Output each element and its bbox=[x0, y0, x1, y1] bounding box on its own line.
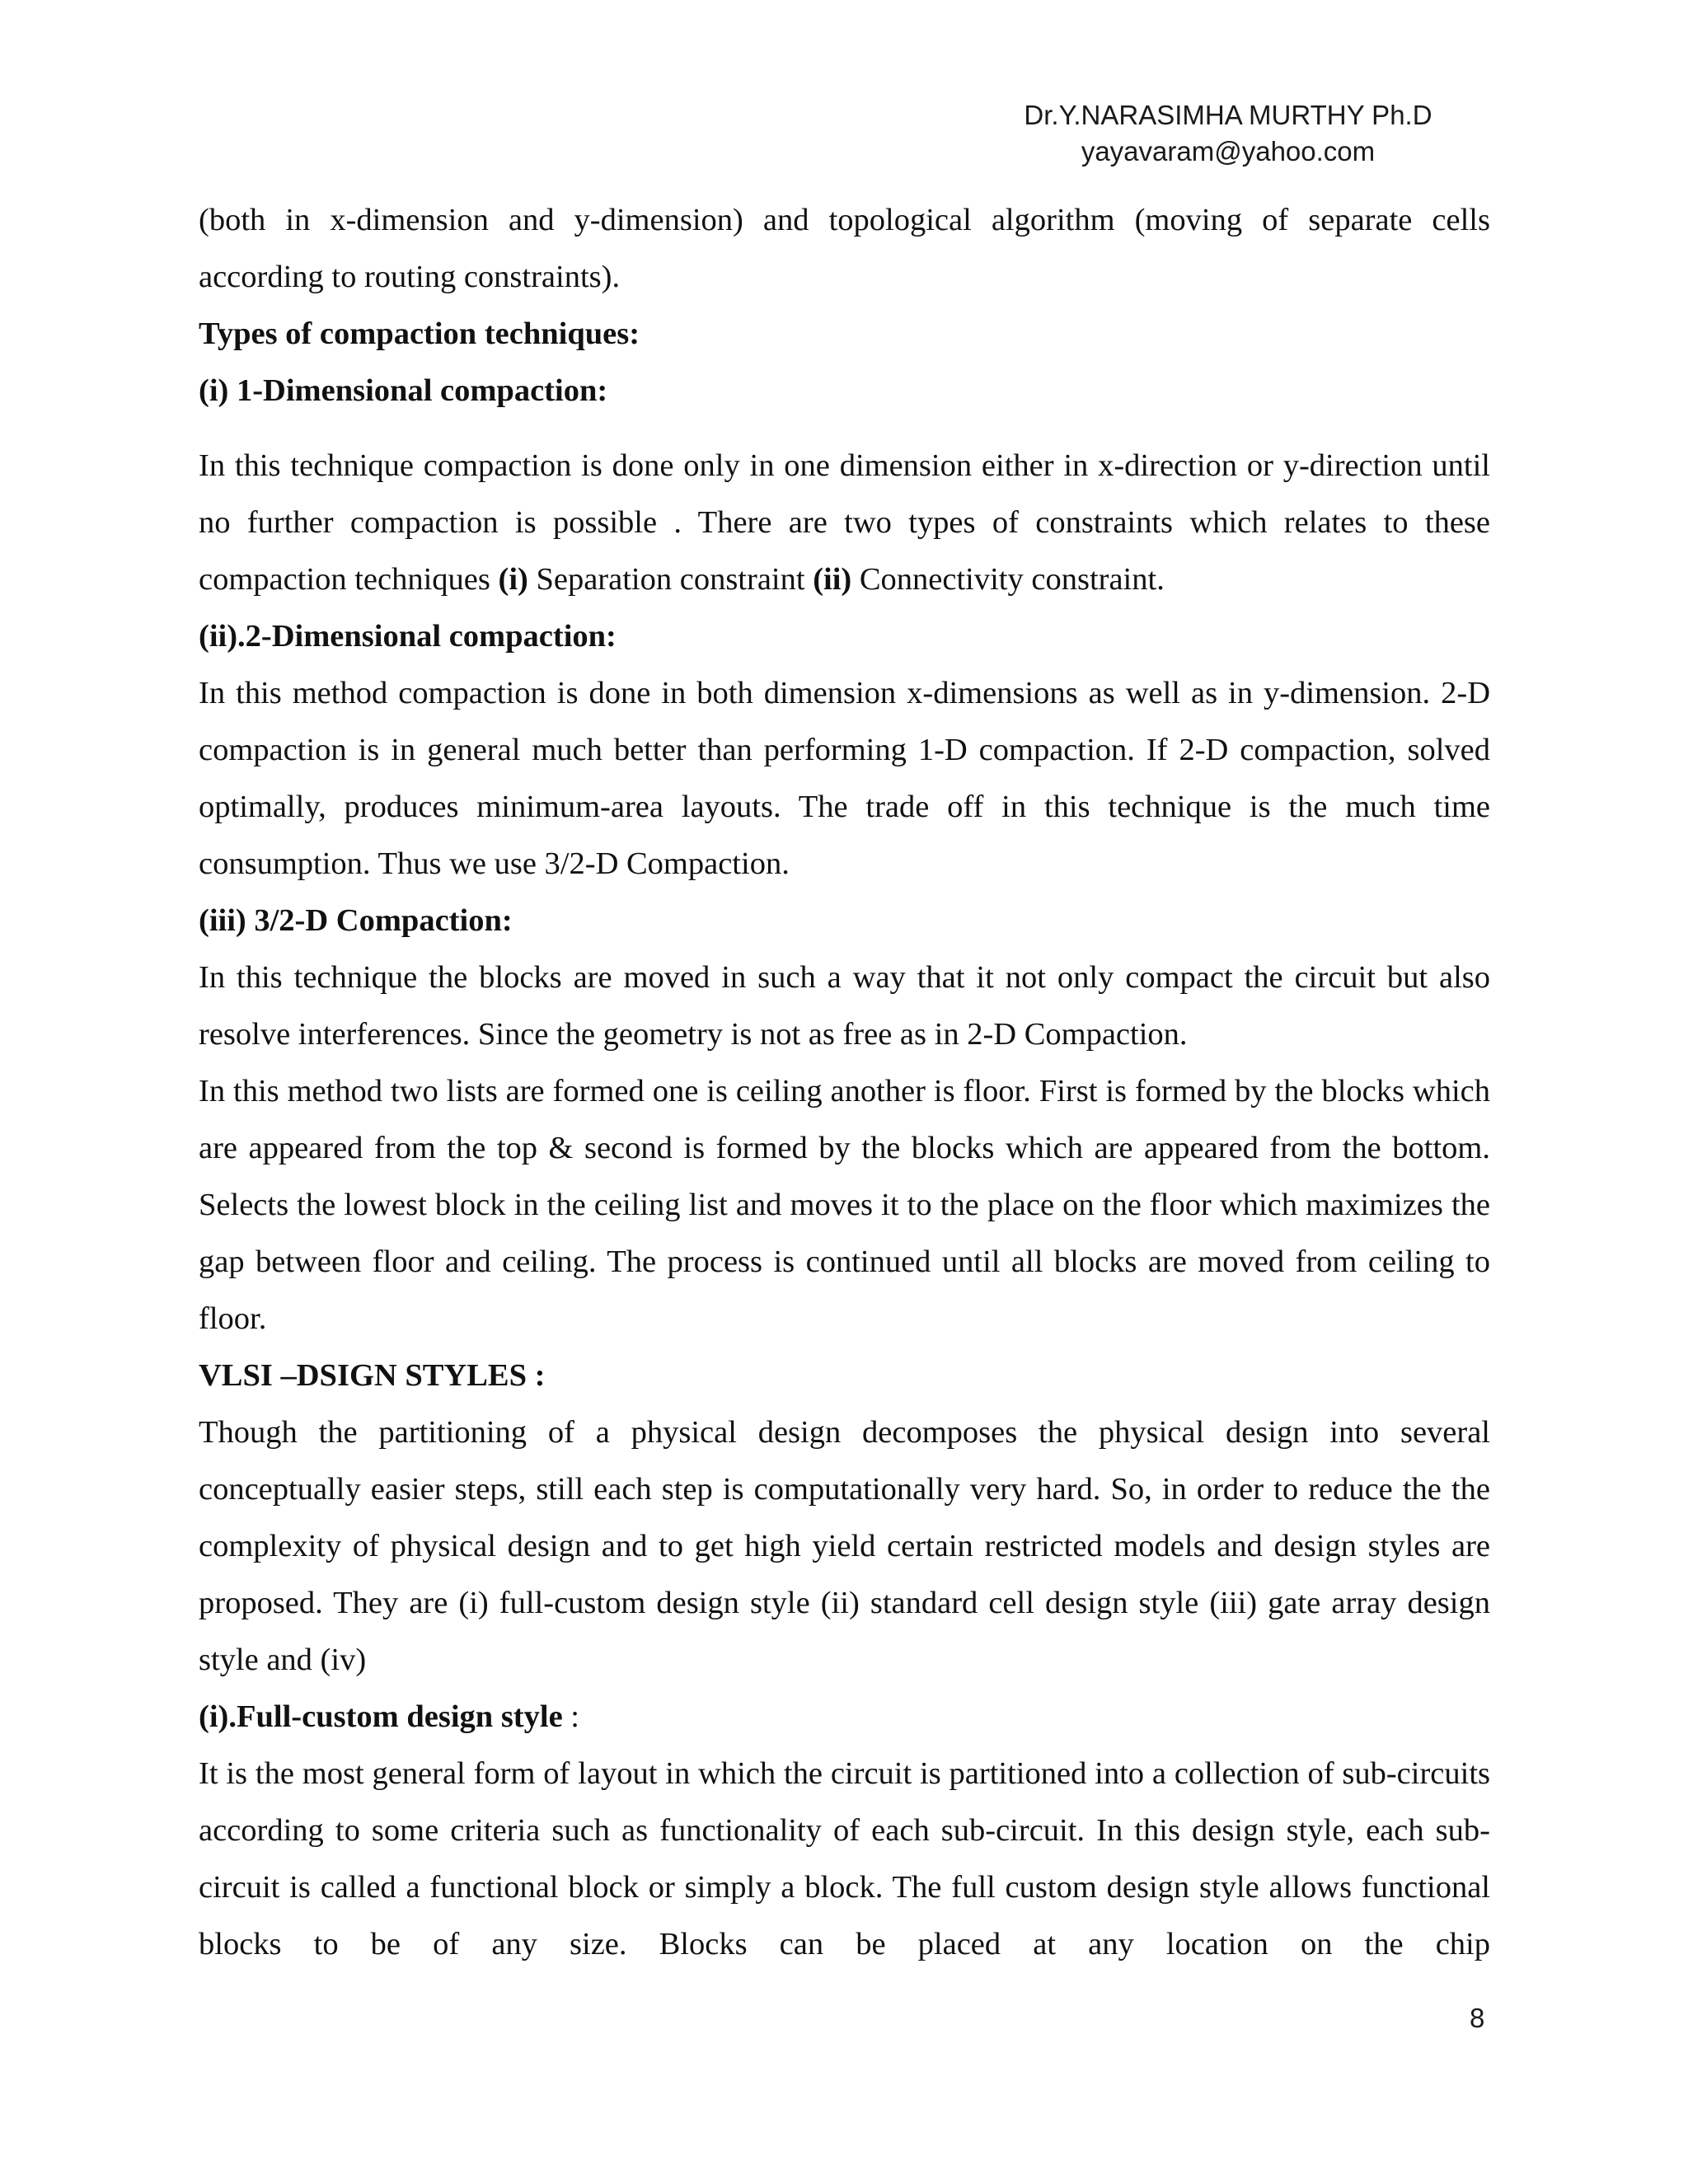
heading-1d-compaction: (i) 1-Dimensional compaction: bbox=[199, 373, 608, 408]
heading-full-custom-label: (i).Full-custom design style bbox=[199, 1699, 563, 1734]
author-email: yayavaram@yahoo.com bbox=[1081, 136, 1376, 166]
paragraph-2d-compaction: In this method compaction is done in both dimension x-dimensions as well as in y-dimension. 2-D compaction is in general much better than performing 1-D compaction. If 2-D compaction, solved optimally, produces minimum-area layouts. The trade off in this technique is the much time consumption. Thus we use 3/2-D Compaction. bbox=[199, 676, 1490, 881]
heading-2d-compaction: (ii).2-Dimensional compaction: bbox=[199, 619, 617, 654]
heading-full-custom-colon: : bbox=[562, 1699, 579, 1734]
paragraph-3-2d-b: In this method two lists are formed one is ceiling another is floor. First is formed by the blocks which are appeared from the top & second is formed by the blocks which are appeared from the bottom. Selects the lowest block in the ceiling list and moves it to the place on the floor which maximizes the gap between floor and ceiling. The process is continued until all blocks are moved from ceiling to floor. bbox=[199, 1074, 1490, 1336]
page-header bbox=[997, 97, 1459, 170]
paragraph-1d-text: In this technique compaction is done only in one dimension either in x-direction or y-direction until no further compaction is possible . There are two types of constraints which relates to these compaction techniques bbox=[199, 448, 1490, 597]
connectivity-constraint-text: Connectivity constraint. bbox=[851, 562, 1165, 597]
heading-full-custom bbox=[199, 1689, 1490, 1746]
paragraph-vlsi-design-styles: Though the partitioning of a physical design decomposes the physical design into several conceptually easier steps, still each step is computationally very hard. So, in order to reduce the the complexity of physical design and to get high yield certain restricted models and design styles are proposed. They are (i) full-custom design style (ii) standard cell design style (iii) gate array design style and (iv) bbox=[199, 1415, 1490, 1677]
paragraph-intro: (both in x-dimension and y-dimension) and topological algorithm (moving of separate cells according to routing constraints). bbox=[199, 203, 1490, 294]
document-body bbox=[199, 192, 1490, 1973]
heading-3-2d-compaction: (iii) 3/2-D Compaction: bbox=[199, 903, 513, 938]
heading-vlsi-design-styles: VLSI –DSIGN STYLES : bbox=[199, 1358, 546, 1393]
page-number: 8 bbox=[1470, 2003, 1485, 2033]
paragraph-3-2d-a: In this technique the blocks are moved in such a way that it not only compact the circuit but also resolve interferences. Since the geometry is not as free as in 2-D Compaction. bbox=[199, 960, 1490, 1052]
marker-ii: (ii) bbox=[813, 562, 852, 597]
author-name: Dr.Y.NARASIMHA MURTHY Ph.D bbox=[1024, 100, 1432, 130]
heading-compaction-types: Types of compaction techniques: bbox=[199, 316, 640, 351]
separation-constraint-text: Separation constraint bbox=[528, 562, 814, 597]
marker-i: (i) bbox=[498, 562, 528, 597]
paragraph-full-custom: It is the most general form of layout in which the circuit is partitioned into a collection of sub-circuits according to some criteria such as functionality of each sub-circuit. In this design style, each sub-circuit is called a functional block or simply a block. The full custom design style allows functional blocks to be of any size. Blocks can be placed at any location on the chip bbox=[199, 1756, 1490, 1961]
paragraph-1d-compaction bbox=[199, 438, 1490, 608]
